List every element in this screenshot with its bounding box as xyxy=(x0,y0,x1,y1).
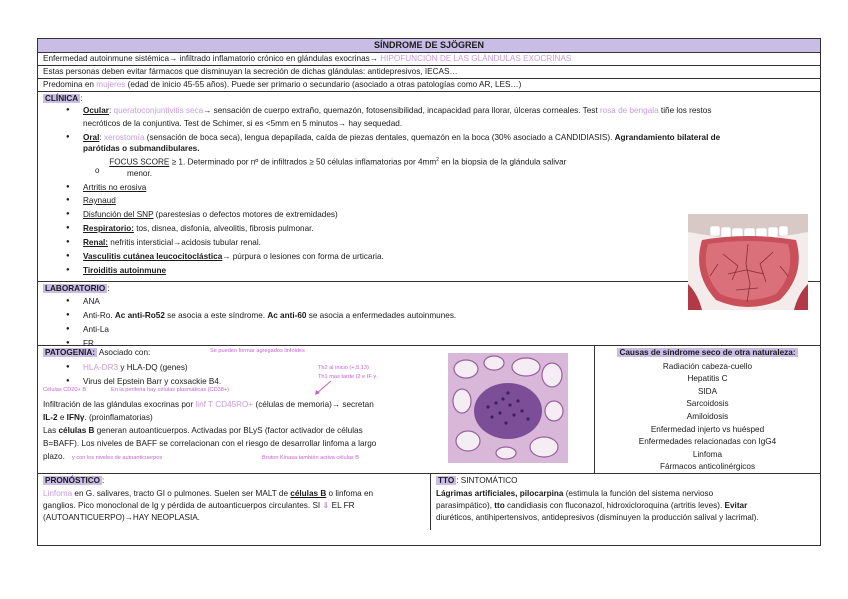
causa-item: Linfoma xyxy=(692,449,723,459)
hla-term: HLA-DR3 xyxy=(83,363,119,372)
causa-item: Hepatitis C xyxy=(687,374,728,384)
pron-text: ganglios. Pico monoclonal de Ig y pérdida de autoanticuerpos circulantes. SI xyxy=(43,501,323,510)
causa-item: Enfermedad injerto vs huésped xyxy=(650,424,765,434)
summary-sheet xyxy=(37,38,821,546)
tto-header-text: : SINTOMÁTICO xyxy=(456,476,518,485)
il2-term: IL-2 xyxy=(43,413,58,422)
xerostomia-term: xerostomía xyxy=(103,133,145,142)
pronostico-line-2 xyxy=(43,500,428,511)
tto-line-3: diuréticos, antihipertensivos, antidepresivos (disminuyen la producción salival y lacrimal). xyxy=(436,513,759,522)
baff-line-2: plazo. xyxy=(43,452,65,461)
intro-line-3 xyxy=(38,79,820,92)
pronostico-row xyxy=(38,474,820,530)
clinica-section xyxy=(38,92,820,282)
laboratorio-list xyxy=(43,296,815,349)
annotation: y con los niveles de autoanticuerpos xyxy=(72,455,163,461)
causas-section xyxy=(595,346,820,473)
clinica-header: CLÍNICA : xyxy=(45,94,83,103)
tto-header xyxy=(436,475,816,487)
vasc-text: → púrpura o lesiones con forma de urticaria. xyxy=(222,251,384,261)
oral-bold: Agrandamiento bilateral de xyxy=(614,133,721,142)
intro-line-1 xyxy=(38,53,820,66)
list-item-cont: parótidas o submandibulares. xyxy=(83,144,200,153)
tto-line-2 xyxy=(436,500,816,511)
down-arrow-icon: ⇓ xyxy=(322,501,330,510)
baff-line: B=BAFF). Los niveles de BAFF se correlacionan con el riesgo de desarrollar linfoma a largo xyxy=(43,439,377,448)
patogenia-label: PATOGENIA: xyxy=(45,348,96,357)
focus-cont: menor. xyxy=(127,168,153,178)
renal-text: nefritis intersticial→acidosis tubular renal. xyxy=(108,237,261,247)
pronostico-section xyxy=(43,475,428,523)
tto-bold: Evitar xyxy=(724,501,748,510)
intro-line-2: Estas personas deben evitar fármacos que disminuyan la secreción de dichas glándulas: antidepresivos, IECAS… xyxy=(38,66,820,79)
pronostico-line-1 xyxy=(43,488,428,499)
ocular-text: → sensación de cuerpo extraño, quemazón, fotosensibilidad, incapacidad para llorar, úlceras corneales. Test xyxy=(203,106,600,115)
focus-text: en la biopsia de la glándula salivar xyxy=(438,157,567,167)
causa-item: Fármacos anticolinérgicos xyxy=(659,462,756,472)
infil-text: (células de memoria)→ secretan xyxy=(253,400,374,409)
ifn-term: IFNγ xyxy=(66,413,85,422)
causas-list xyxy=(595,361,820,473)
arrow-annotation xyxy=(313,379,333,397)
infil-text: Infiltración de las glándulas exocrinas por xyxy=(43,400,196,409)
list-item: ● Ocular: queratoconjuntivitis seca→ sensación de cuerpo extraño, quemazón, fotosensibilidad, incapacidad para llorar, úlceras corneales. Test rosa de bengala tiñe los restos xyxy=(83,105,815,116)
annotation: Células CD20+ B xyxy=(43,387,87,393)
focus-label: FOCUS SCORE xyxy=(109,157,170,167)
celulas-b-term: células B xyxy=(290,489,327,498)
cb-text: Las xyxy=(43,426,59,435)
hipofuncion-term: HIPOFUNCIÓN DE LAS GLÁNDULAS EXOCRINAS xyxy=(380,54,572,63)
il-text: e xyxy=(57,413,67,422)
causa-item: Sarcoidosis xyxy=(686,399,729,409)
intro-text: Predomina en xyxy=(43,80,97,89)
renal-label: Renal: xyxy=(83,237,109,247)
virus-item: ● Virus del Epstein Barr y coxsackie B4. xyxy=(83,376,588,387)
hla-text: y HLA-DQ (genes) xyxy=(118,363,188,372)
annotation: Se pueden formar agregados linfoides xyxy=(210,348,305,354)
il-text: . (proinflamatorias) xyxy=(84,413,153,422)
causa-item: Amiloidosis xyxy=(686,411,729,421)
ro-text: se asocia a enfermedades autoinmunes. xyxy=(306,311,457,320)
annotation: Bruton Kinasa también activa células B xyxy=(262,455,360,461)
laboratorio-header: LABORATORIO : xyxy=(45,284,110,293)
snp-label: Disfunción del SNP xyxy=(83,209,154,219)
causa-item: Radiación cabeza-cuello xyxy=(662,361,753,371)
tto-bold: Lágrimas artificiales, pilocarpina xyxy=(436,489,564,498)
anti-la-item: ● Anti-La xyxy=(83,324,815,335)
tto-line-1 xyxy=(436,488,816,499)
oral-text: (sensación de boca seca), lengua depapilada, caída de piezas dentales, quemazón en la boca (30% asociado a CANDIDIASIS). xyxy=(144,133,615,142)
focus-item xyxy=(83,155,815,168)
focus-text: ≥ 1. Determinado por nº de infiltrados ≥ 50 células inflamatorias por 4mm xyxy=(169,157,437,167)
tto-section xyxy=(436,475,816,523)
histology-image xyxy=(448,353,568,463)
laboratorio-section xyxy=(38,282,820,346)
list-item: ● Oral: xerostomía (sensación de boca seca), lengua depapilada, caída de piezas dentales, quemazón en la boca (30% asociado a CANDIDIASIS). Agrandamiento bilateral de xyxy=(83,132,815,143)
oral-label: Oral xyxy=(83,133,100,142)
asociado-text: Asociado con: xyxy=(97,348,151,357)
tto-text: (estimula la función del sistema nervioso xyxy=(563,489,714,498)
tto-label: TTO xyxy=(438,476,455,485)
patogenia-section xyxy=(43,347,588,473)
vasc-label: Vasculitis cutánea leucocitoclástica xyxy=(83,251,223,261)
focus-sup: 2 xyxy=(436,157,439,163)
ocular-term: queratoconjuntivitis seca xyxy=(113,106,204,115)
ro60-term: Ac anti-60 xyxy=(267,311,307,320)
patogenia-row xyxy=(38,346,820,474)
resp-text: tos, disnea, disfonía, alveolitis, fibrosis pulmonar. xyxy=(133,223,314,233)
fr-item: ● FR xyxy=(83,338,815,349)
annotation: En la periferia hay células plasmáticas (CD38+) xyxy=(111,387,229,393)
intro-text: (edad de inicio 45-55 años). Puede ser primario o secundario (asociado a otras patologías como AR, LES…) xyxy=(125,80,522,89)
ocular-label: Ocular xyxy=(83,106,109,115)
list-item-cont: necróticos de la conjuntiva. Test de Schimer, si es <5mm en 5 minutos→ hay sequedad. xyxy=(83,119,403,128)
clinica-label: CLÍNICA xyxy=(45,94,79,103)
ocular-text: tiñe los restos xyxy=(658,106,712,115)
tto-text: candidiasis con fluconazol, hidroxicloroquina (artritis leves). xyxy=(504,501,725,510)
pron-text: en G. salivares, tracto GI o pulmones. Suelen ser MALT de xyxy=(72,489,291,498)
pronostico-header: PRONÓSTICO : xyxy=(45,476,105,485)
pronostico-label: PRONÓSTICO xyxy=(45,476,101,485)
ana-item: ● ANA xyxy=(83,296,815,307)
linf-t-term: linf T CD45RO+ xyxy=(195,400,254,409)
column-divider xyxy=(430,474,431,530)
snp-text: (parestesias o defectos motores de extremidades) xyxy=(153,209,338,219)
pron-text: EL FR xyxy=(329,501,355,510)
causa-item: Enfermedades relacionadas con IgG4 xyxy=(638,437,777,447)
causas-label: Causas de síndrome seco de otra naturaleza: xyxy=(619,348,796,357)
causas-header xyxy=(595,347,820,359)
linfoma-term: Linfoma xyxy=(43,489,73,498)
tto-bold: tto xyxy=(494,501,505,510)
pron-text: o linfoma en xyxy=(326,489,374,498)
tto-text: parasimpático), xyxy=(436,501,495,510)
causa-item: SIDA xyxy=(697,386,718,396)
rosa-bengala-term: rosa de bengala xyxy=(599,106,659,115)
ro52-term: Ac anti-Ro52 xyxy=(114,311,165,320)
celulas-b-term: células B xyxy=(58,426,95,435)
ro-text: Anti-Ro. xyxy=(83,311,115,320)
resp-label: Respiratorio: xyxy=(83,223,134,233)
annotation: Th1 mas tarde (2 e IF γ. xyxy=(318,374,378,380)
annotation: Th2 al inicio (+,5,13) xyxy=(318,365,369,371)
intro-text: Enfermedad autoinmune sistémica→ infiltrado inflamatorio crónico en glándulas exocrinas→ xyxy=(43,54,381,63)
pronostico-line-3: (AUTOANTICUERPO)→HAY NEOPLASIA. xyxy=(43,513,200,522)
anti-ro-item xyxy=(83,310,815,321)
laboratorio-label: LABORATORIO xyxy=(45,284,106,293)
tiroiditis-item: ● Tiroiditis autoinmune xyxy=(83,265,815,276)
cb-text: generan autoanticuerpos. Activadas por BLyS (factor activador de células xyxy=(94,426,363,435)
raynaud-item: ● Raynaud xyxy=(83,195,815,206)
mujeres-term: mujeres xyxy=(96,80,126,89)
ro-text: se asocia a este síndrome. xyxy=(164,311,268,320)
page-title: SÍNDROME DE SJÖGREN xyxy=(38,39,820,53)
artritis-item: ● Artritis no erosiva xyxy=(83,182,815,193)
